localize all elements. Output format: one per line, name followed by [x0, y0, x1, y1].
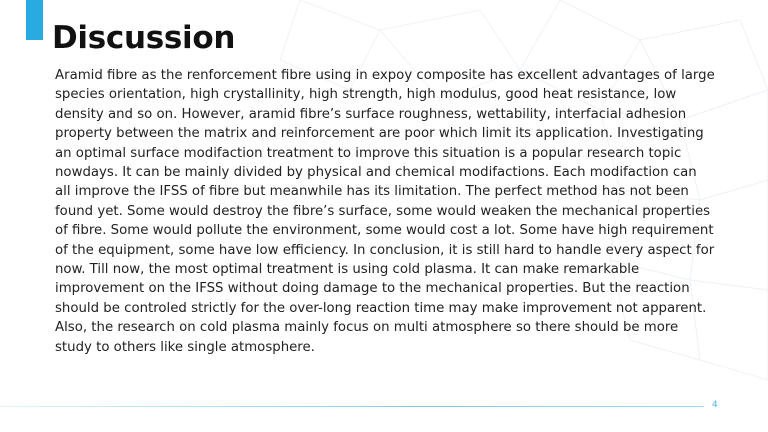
title-accent-bar	[26, 0, 43, 40]
footer-divider	[0, 406, 704, 407]
body-paragraph: Aramid fibre as the renforcement fibre using in expoy composite has excellent advantages of large species orientation, high crystallinity, high strength, high modulus, good heat resistance, low density and so on. However, aramid fibre’s surface roughness, wettability, interfacial adhesion property between the matrix and reinforcement are poor which limit its application. Investigating an optimal surface modifaction treatment to improve this situation is a popular research topic nowdays. It can be mainly divided by physical and chemical modifactions. Each modifaction can all improve the IFSS of fibre but meanwhile has its limitation. The perfect method has not been found yet. Some would destroy the fibre’s surface, some would weaken the mechanical properties of fibre. Some would pollute the environment, some would cost a lot. Some have high requirement of the equipment, some have low efficiency. In conclusion, it is still hard to handle every aspect for now. Till now, the most optimal treatment is using cold plasma. It can make remarkable improvement on the IFSS without doing damage to the mechanical properties. But the reaction should be controled strictly for the over-long reaction time may make improvement not apparent. Also, the research on cold plasma mainly focus on multi atmosphere so there should be more study to others like single atmosphere.	[55, 68, 715, 355]
page-number: 4	[712, 400, 718, 410]
slide-title: Discussion	[52, 20, 236, 56]
